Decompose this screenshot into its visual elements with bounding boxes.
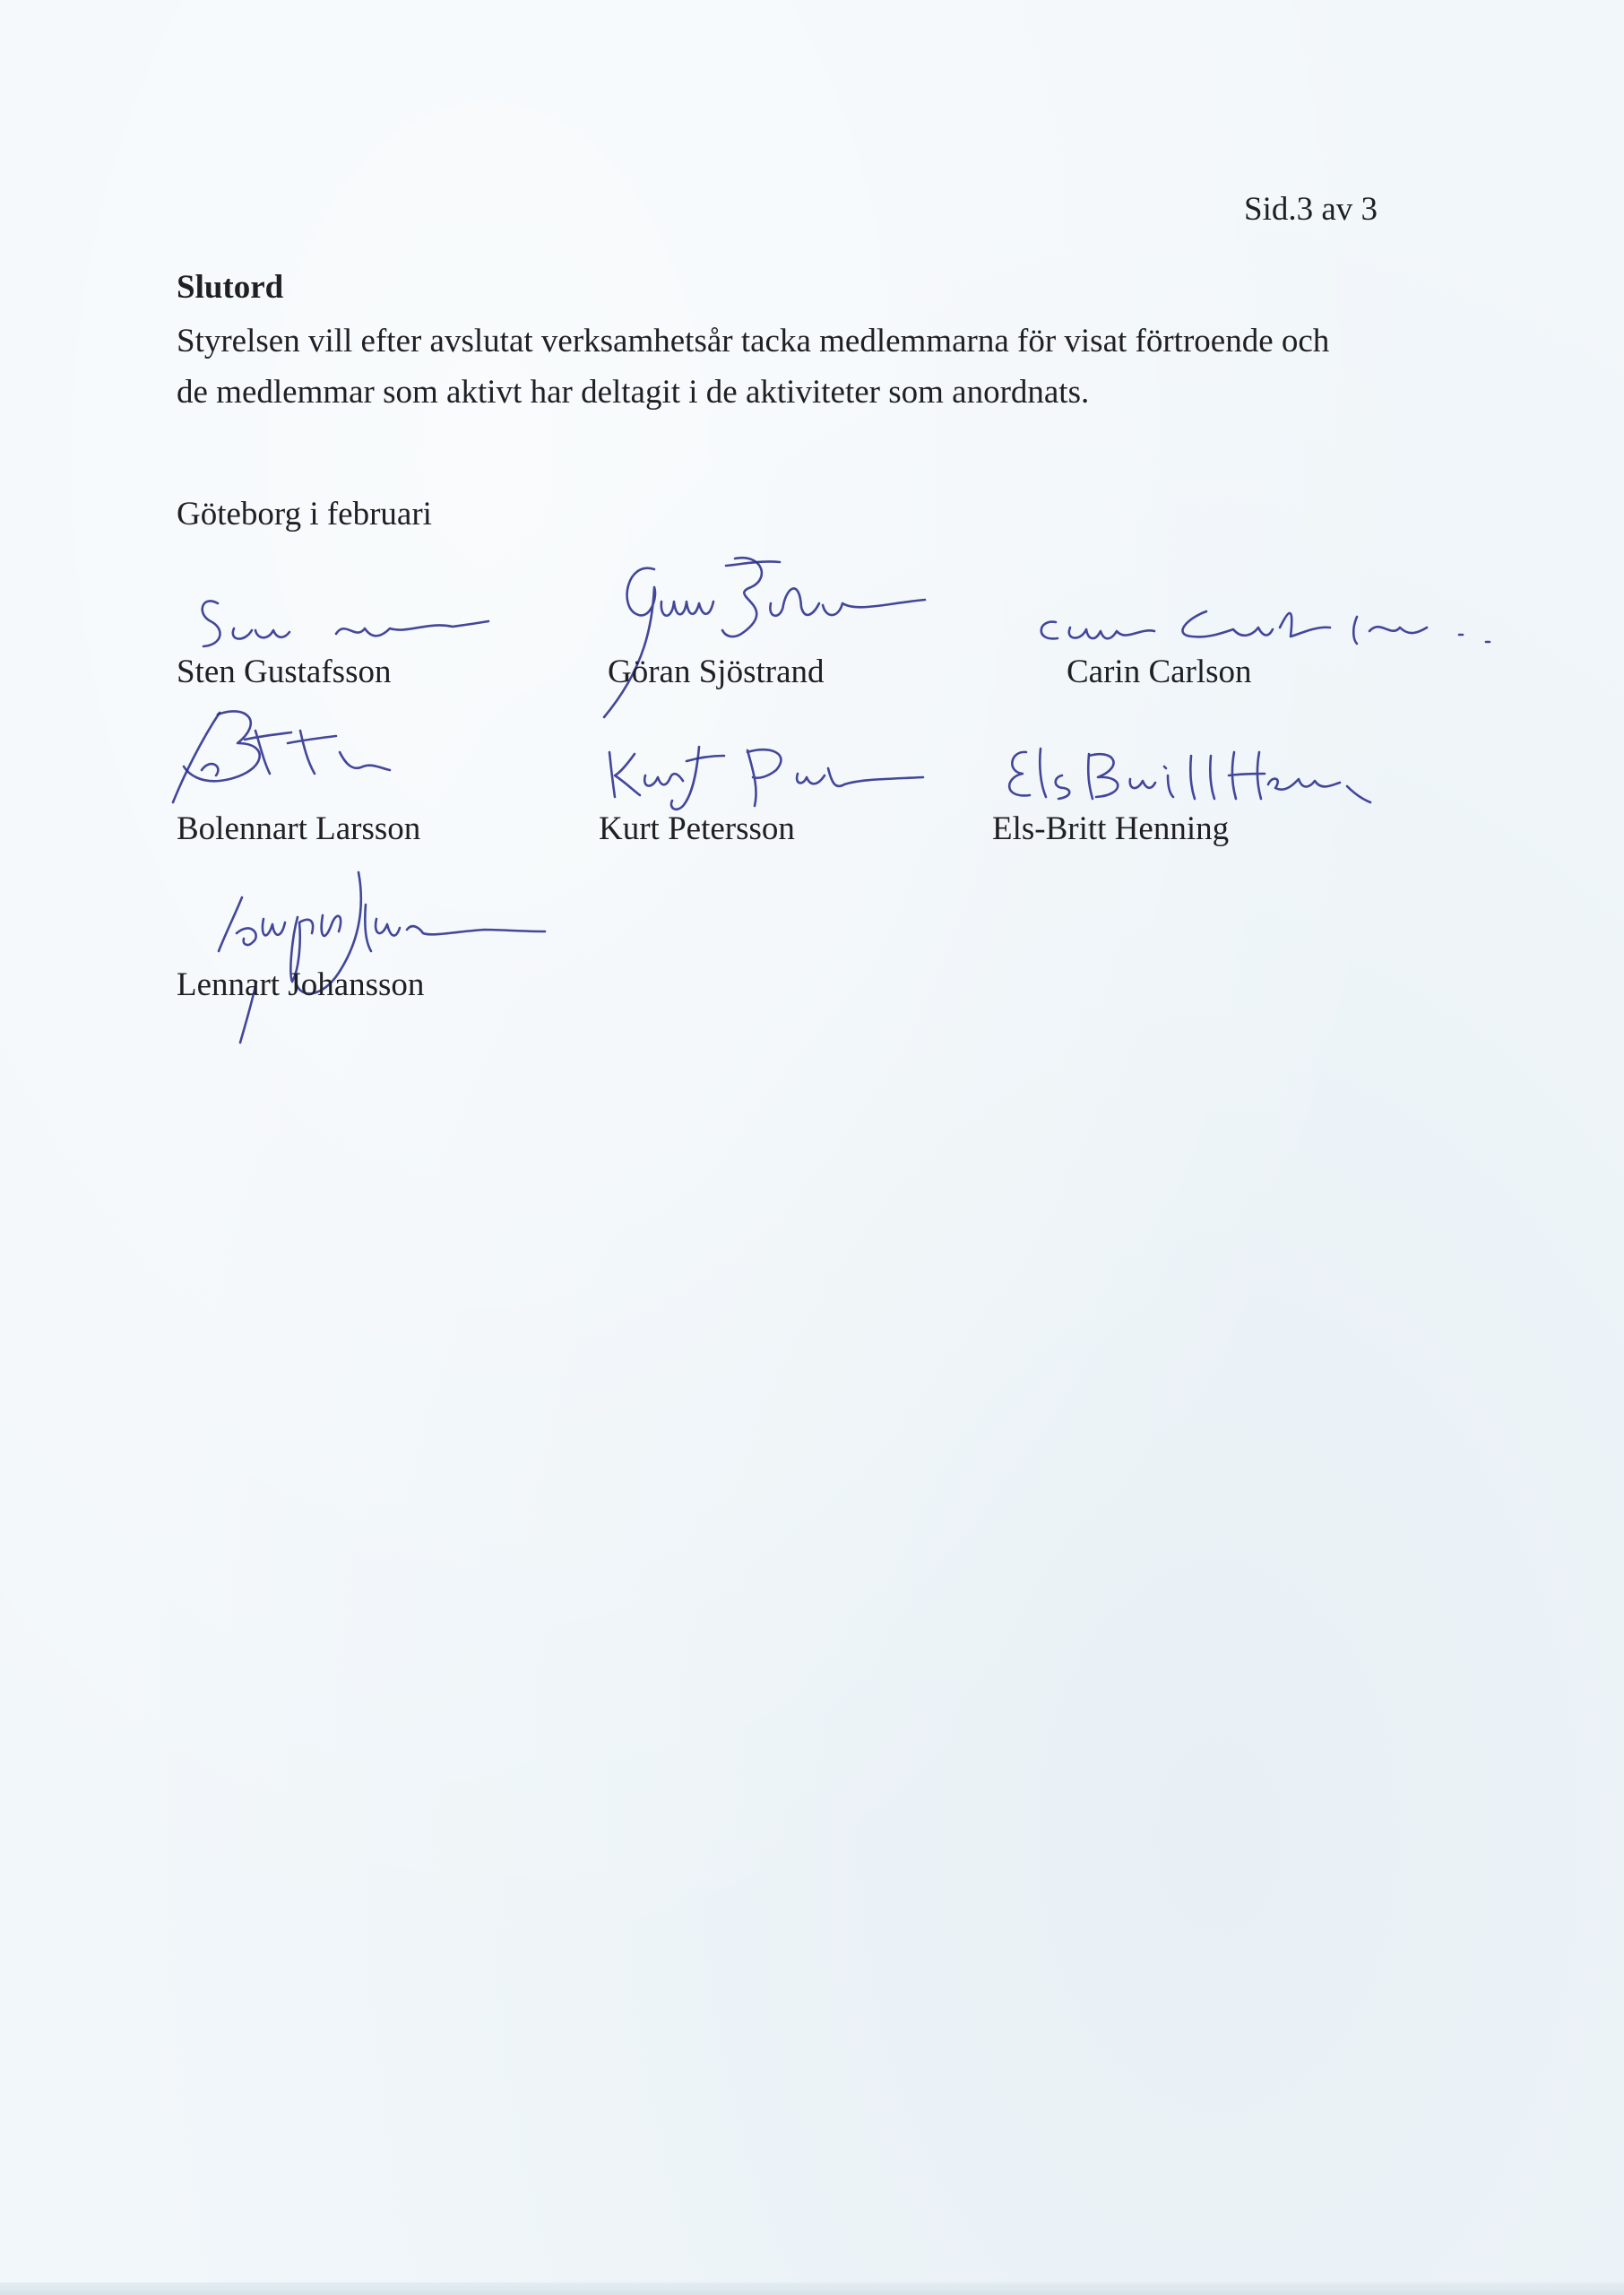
signature-bolennart-larsson (130, 704, 426, 811)
paper-bottom-edge (0, 2282, 1624, 2295)
closing-paragraph: Styrelsen vill efter avslutat verksamhetsår tacka medlemmarna för visat förtroende och de medlemmar som aktivt har deltagit i de aktiviteter som anordnats. (177, 323, 1330, 411)
signature-sten-gustafsson (193, 587, 502, 659)
signer-name: Lennart Johansson (177, 966, 425, 1003)
signer-name: Kurt Petersson (599, 810, 795, 847)
signer-name: Els-Britt Henning (992, 810, 1230, 847)
signer-name: Sten Gustafsson (177, 654, 392, 690)
signature-goran-sjostrand (592, 551, 977, 731)
section-heading: Slutord (177, 269, 284, 306)
signature-lennart-johansson (188, 865, 556, 1044)
signature-els-britt-henning (999, 740, 1376, 820)
signer-name: Bolennart Larsson (177, 810, 421, 847)
place-date: Göteborg i februari (177, 496, 432, 533)
page-number: Sid.3 av 3 (1244, 191, 1378, 228)
signer-name: Göran Sjöstrand (608, 654, 825, 690)
signer-name: Carin Carlson (1067, 654, 1252, 690)
signature-kurt-petersson (600, 740, 941, 820)
